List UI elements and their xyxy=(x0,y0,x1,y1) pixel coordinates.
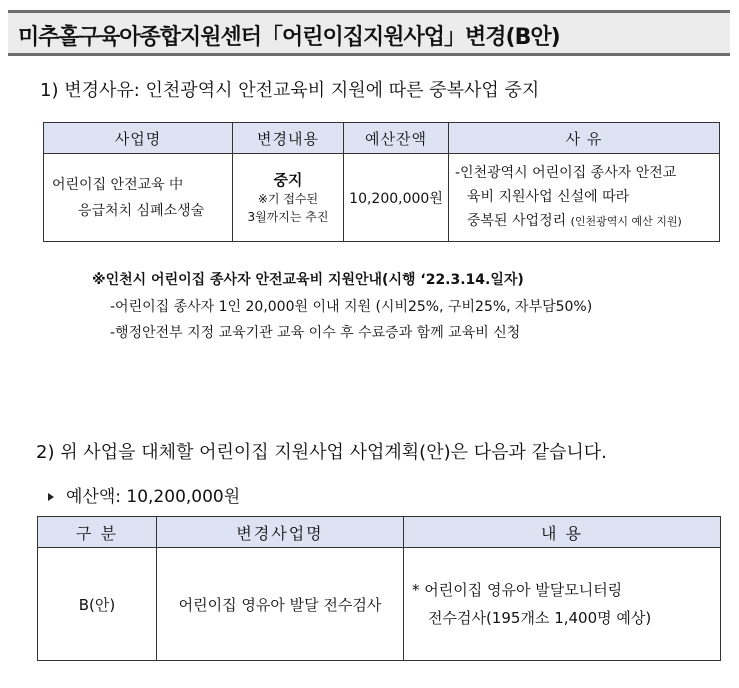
notice-item1: -어린이집 종사자 1인 20,000원 이내 지원 (시비25%, 구비25%, 자부담50%) xyxy=(110,299,593,315)
change-table xyxy=(43,122,720,242)
section2-heading: 2) 위 사업을 대체할 어린이집 지원사업 사업계획(안)은 다음과 같습니다. xyxy=(36,442,607,463)
table-row xyxy=(44,154,720,242)
header-content: 내 용 xyxy=(404,517,721,548)
reason-note: (인천광역시 예산 지원) xyxy=(570,215,682,228)
change-main: 중지 xyxy=(273,171,303,189)
header-reason: 사 유 xyxy=(449,123,720,154)
table-row xyxy=(38,548,721,661)
header-changed-project: 변경사업명 xyxy=(157,517,404,548)
content-line1: * 어린이집 영유아 발달모니터링 xyxy=(412,581,623,599)
changed-project-cell: 어린이집 영유아 발달 전수검사 xyxy=(157,548,404,661)
project-name-line2: 응급처치 심폐소생술 xyxy=(78,202,205,219)
plan-table xyxy=(37,516,721,661)
content-cell xyxy=(404,548,721,661)
page-title: 미추홀구육아종합지원센터「어린이집지원사업」변경(B안) xyxy=(18,25,560,50)
content-line2: 전수검사(195개소 1,400명 예상) xyxy=(428,609,652,627)
budget-line xyxy=(48,482,240,507)
notice-item2: -행정안전부 지정 교육기관 교육 이수 후 수료증과 함께 교육비 신청 xyxy=(110,325,521,341)
change-cell xyxy=(233,154,344,242)
project-name-line1: 어린이집 안전교육 中 xyxy=(52,176,184,193)
reason-line1: -인천광역시 어린이집 종사자 안전교 xyxy=(455,165,677,181)
change-note2: 3월까지는 추진 xyxy=(247,210,329,224)
change-table-header xyxy=(44,123,720,154)
division-cell: B(안) xyxy=(38,548,157,661)
notice-heading: ※인천시 어린이집 종사자 안전교육비 지원안내(시행 ‘22.3.14.일자) xyxy=(92,272,524,288)
header-budget: 예산잔액 xyxy=(344,123,449,154)
budget-cell: 10,200,000원 xyxy=(344,154,449,242)
section1-heading: 1) 변경사유: 인천광역시 안전교육비 지원에 따른 중복사업 중지 xyxy=(40,80,540,101)
header-division: 구 분 xyxy=(38,517,157,548)
change-note1: ※기 접수된 xyxy=(257,192,319,206)
title-bar xyxy=(8,10,730,56)
reason-line3: 중복된 사업정리 xyxy=(467,213,567,229)
header-change: 변경내용 xyxy=(233,123,344,154)
project-name-cell xyxy=(44,154,233,242)
triangle-bullet-icon xyxy=(48,493,54,501)
header-project-name: 사업명 xyxy=(44,123,233,154)
reason-line3-wrap xyxy=(455,209,719,234)
reason-line2: 육비 지원사업 신설에 따라 xyxy=(467,189,630,205)
reason-cell xyxy=(449,154,720,242)
budget-line-text: 예산액: 10,200,000원 xyxy=(66,487,241,507)
plan-table-header xyxy=(38,517,721,548)
